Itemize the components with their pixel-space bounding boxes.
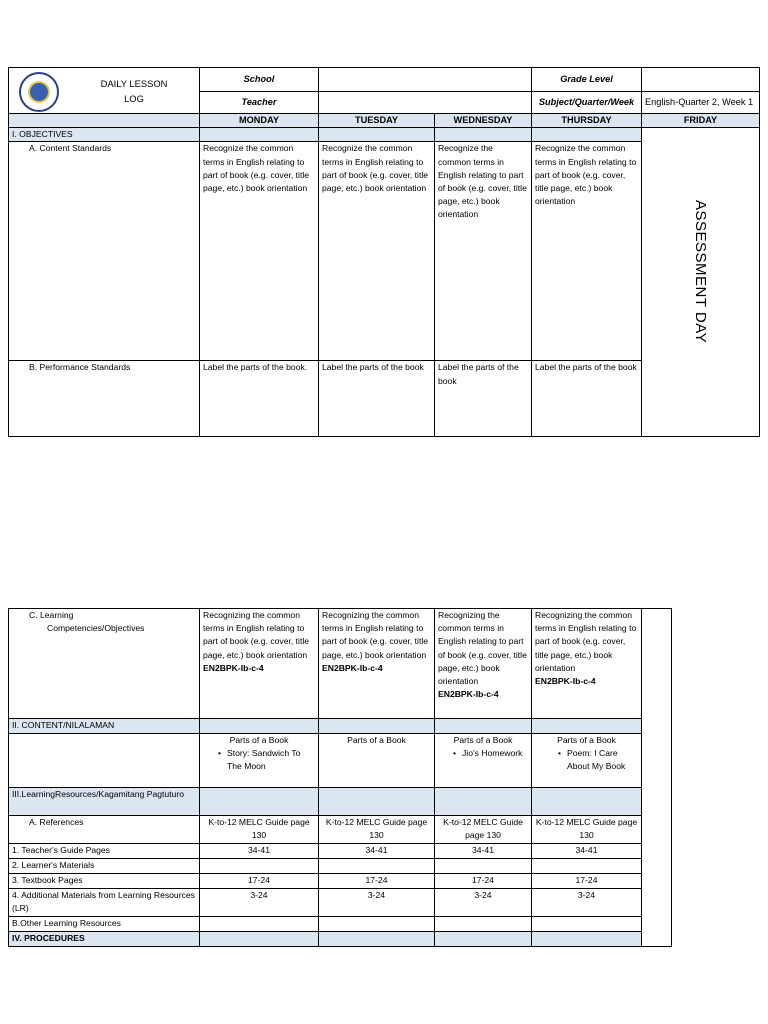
- additional-materials-label: 4. Additional Materials from Learning Resources (LR): [9, 889, 200, 917]
- teacher-field[interactable]: [319, 92, 532, 114]
- bullet-icon: •: [217, 748, 221, 759]
- content-thursday: [532, 734, 642, 788]
- content-standards-label: A. Content Standards: [9, 142, 200, 361]
- content-wednesday: [435, 734, 532, 788]
- school-label: School: [200, 68, 319, 92]
- school-field[interactable]: [319, 68, 532, 92]
- tg-monday: 34-41: [200, 844, 319, 859]
- learners-materials-label: 2. Learner's Materials: [9, 859, 200, 874]
- content-standards-tuesday: Recognize the common terms in English relating to part of book (e.g. cover, title page, etc.) book orientation: [319, 142, 435, 361]
- header-title-line1: DAILY LESSON: [100, 77, 168, 89]
- day-thursday: THURSDAY: [532, 114, 642, 128]
- bullet-icon: •: [557, 748, 561, 759]
- performance-standards-tuesday: Label the parts of the book: [319, 361, 435, 437]
- textbook-pages-label: 3. Textbook Pages: [9, 874, 200, 889]
- performance-standards-label: B. Performance Standards: [9, 361, 200, 437]
- competency-code: EN2BPK-Ib-c-4: [322, 662, 383, 673]
- references-tuesday: K-to-12 MELC Guide page 130: [319, 816, 435, 844]
- performance-standards-wednesday: Label the parts of the book: [435, 361, 532, 437]
- subject-field[interactable]: English-Quarter 2, Week 1: [642, 92, 760, 114]
- friday-blank-column: [642, 609, 672, 947]
- performance-standards-thursday: Label the parts of the book: [532, 361, 642, 437]
- am-tuesday: 3-24: [319, 889, 435, 917]
- performance-standards-monday: Label the parts of the book.: [200, 361, 319, 437]
- competencies-label-line2: Competencies/Objectives: [47, 623, 145, 634]
- competencies-tuesday: [319, 609, 435, 719]
- references-thursday: K-to-12 MELC Guide page 130: [532, 816, 642, 844]
- day-tuesday: TUESDAY: [319, 114, 435, 128]
- content-monday: [200, 734, 319, 788]
- lesson-log-table-bottom: [8, 608, 672, 947]
- competencies-label: [9, 609, 200, 719]
- tb-thursday: 17-24: [532, 874, 642, 889]
- am-wednesday: 3-24: [435, 889, 532, 917]
- competencies-text: Recognizing the common terms in English relating to part of book (e.g. cover, title page, etc.) book orientation: [322, 610, 429, 660]
- header-logo-title: [9, 68, 200, 114]
- grade-level-field[interactable]: [642, 68, 760, 92]
- assessment-day-text: ASSESSMENT DAY: [692, 200, 710, 344]
- competency-code: EN2BPK-Ib-c-4: [438, 689, 499, 700]
- teacher-label: Teacher: [200, 92, 319, 114]
- content-topic: Parts of a Book: [453, 735, 513, 745]
- tg-thursday: 34-41: [532, 844, 642, 859]
- references-monday: K-to-12 MELC Guide page 130: [200, 816, 319, 844]
- tb-wednesday: 17-24: [435, 874, 532, 889]
- day-header-blank: [9, 114, 200, 128]
- content-tuesday: [319, 734, 435, 788]
- day-monday: MONDAY: [200, 114, 319, 128]
- competencies-text: Recognizing the common terms in English relating to part of book (e.g. cover, title page, etc.) book orientation: [438, 610, 527, 687]
- competencies-monday: [200, 609, 319, 719]
- content-topic: Parts of a Book: [229, 735, 289, 745]
- header-title-line2: LOG: [124, 92, 144, 104]
- content-bullet: Poem: I Care About My Book: [567, 748, 626, 772]
- am-thursday: 3-24: [532, 889, 642, 917]
- deped-seal-icon: [19, 72, 59, 112]
- competency-code: EN2BPK-Ib-c-4: [203, 662, 264, 673]
- other-resources-label: B.Other Learning Resources: [9, 917, 200, 932]
- subject-label: Subject/Quarter/Week: [532, 92, 642, 114]
- content-bullet: Jio's Homework: [462, 748, 523, 759]
- tg-wednesday: 34-41: [435, 844, 532, 859]
- tb-tuesday: 17-24: [319, 874, 435, 889]
- day-friday: FRIDAY: [642, 114, 760, 128]
- competencies-label-line1: C. Learning: [29, 610, 74, 620]
- content-heading: II. CONTENT/NILALAMAN: [9, 719, 200, 734]
- competencies-text: Recognizing the common terms in English relating to part of book (e.g. cover, title page, etc.) book orientation: [535, 610, 637, 673]
- resources-heading: III.LearningResources/Kagamitang Pagtuturo: [9, 788, 200, 816]
- procedures-heading: IV. PROCEDURES: [9, 932, 200, 947]
- competencies-text: Recognizing the common terms in English relating to part of book (e.g. cover, title page, etc.) book orientation: [203, 610, 310, 660]
- competencies-thursday: [532, 609, 642, 719]
- bullet-icon: •: [452, 748, 456, 759]
- content-standards-thursday: Recognize the common terms in English relating to part of book (e.g. cover, title page, etc.) book orientation: [532, 142, 642, 361]
- friday-assessment-cell: [642, 128, 760, 437]
- am-monday: 3-24: [200, 889, 319, 917]
- lesson-log-table-top: [8, 67, 760, 437]
- competency-code: EN2BPK-Ib-c-4: [535, 676, 596, 687]
- content-topic: Parts of a Book: [557, 735, 616, 745]
- references-wednesday: K-to-12 MELC Guide page 130: [435, 816, 532, 844]
- content-standards-wednesday: Recognize the common terms in English relating to part of book (e.g. cover, title page, etc.) book orientation: [435, 142, 532, 361]
- tb-monday: 17-24: [200, 874, 319, 889]
- references-label: A. References: [9, 816, 200, 844]
- tg-tuesday: 34-41: [319, 844, 435, 859]
- content-bullet: Story: Sandwich To The Moon: [227, 748, 301, 772]
- content-topic: Parts of a Book: [347, 735, 406, 745]
- competencies-wednesday: [435, 609, 532, 719]
- objectives-heading: I. OBJECTIVES: [9, 128, 200, 142]
- day-wednesday: WEDNESDAY: [435, 114, 532, 128]
- teachers-guide-label: 1. Teacher's Guide Pages: [9, 844, 200, 859]
- content-standards-monday: Recognize the common terms in English relating to part of book (e.g. cover, title page, etc.) book orientation: [200, 142, 319, 361]
- grade-level-label: Grade Level: [532, 68, 642, 92]
